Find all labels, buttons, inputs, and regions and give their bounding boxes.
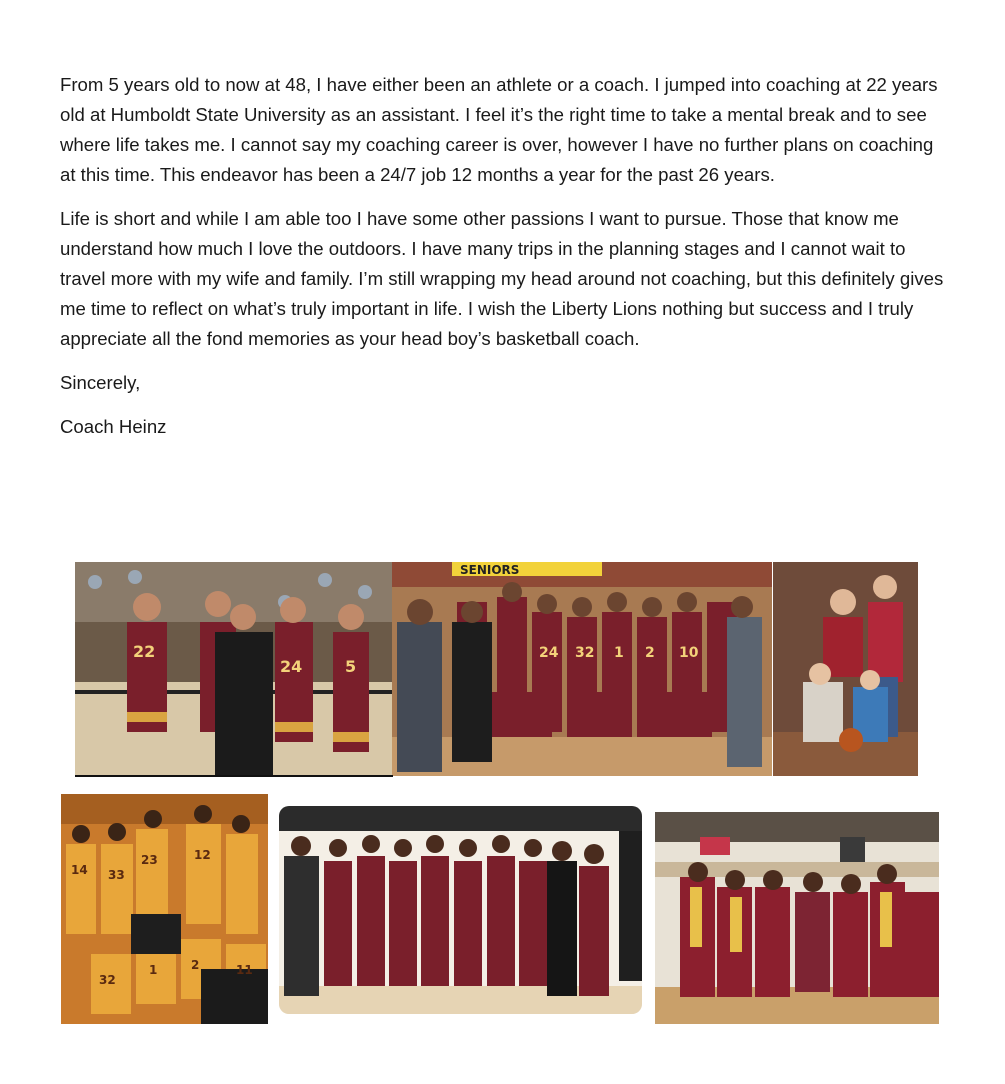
jersey-number: 12	[194, 848, 211, 862]
jersey-number: 32	[575, 645, 595, 661]
jersey-number: 2	[191, 958, 200, 972]
jersey-number: 23	[141, 853, 158, 867]
photo-divider-line	[75, 775, 393, 777]
jersey-number: 2	[645, 645, 655, 661]
photo-team-group	[392, 562, 772, 776]
jersey-number: 11	[236, 963, 253, 977]
letter-closing: Sincerely,	[60, 372, 141, 393]
photo-team-gold-uniforms	[61, 794, 268, 1024]
letter-signature: Coach Heinz	[60, 416, 167, 437]
jersey-number: 5	[345, 657, 357, 676]
jersey-number: 33	[108, 868, 125, 882]
jersey-number: 1	[614, 645, 624, 661]
jersey-number: 10	[679, 645, 699, 661]
banner-text: SENIORS	[460, 563, 520, 577]
photo-team-celebration	[279, 806, 642, 1014]
letter-paragraph-1: From 5 years old to now at 48, I have either been an athlete or a coach. I jumped into coaching at 22 years old at Humboldt State University as an assistant. I feel it’s the right time to take a mental break and to see where life takes me. I cannot say my coaching career is over, however I have no further plans on coaching at this time. This endeavor has been a 24/7 job 12 months a year for the past 26 years.	[60, 74, 938, 185]
photo-graduation	[655, 812, 939, 1024]
jersey-number: 1	[149, 963, 158, 977]
letter-paragraph-2: Life is short and while I am able too I have some other passions I want to pursue. Those that know me understand how much I love the outdoors. I have many trips in the planning stages and I cannot wait to travel more with my wife and family. I’m still wrapping my head around not coaching, but this definitely gives me time to reflect on what’s truly important in life. I wish the Liberty Lions nothing but success and I truly appreciate all the fond memories as your head boy’s basketball coach.	[60, 208, 944, 349]
jersey-number: 32	[99, 973, 116, 987]
jersey-number: 24	[539, 645, 559, 661]
photo-team-huddle	[75, 562, 392, 776]
photo-family-portrait	[773, 562, 918, 776]
letter-body	[60, 70, 950, 456]
jersey-number: 22	[133, 642, 156, 661]
jersey-number: 24	[280, 657, 303, 676]
jersey-number: 14	[71, 863, 88, 877]
